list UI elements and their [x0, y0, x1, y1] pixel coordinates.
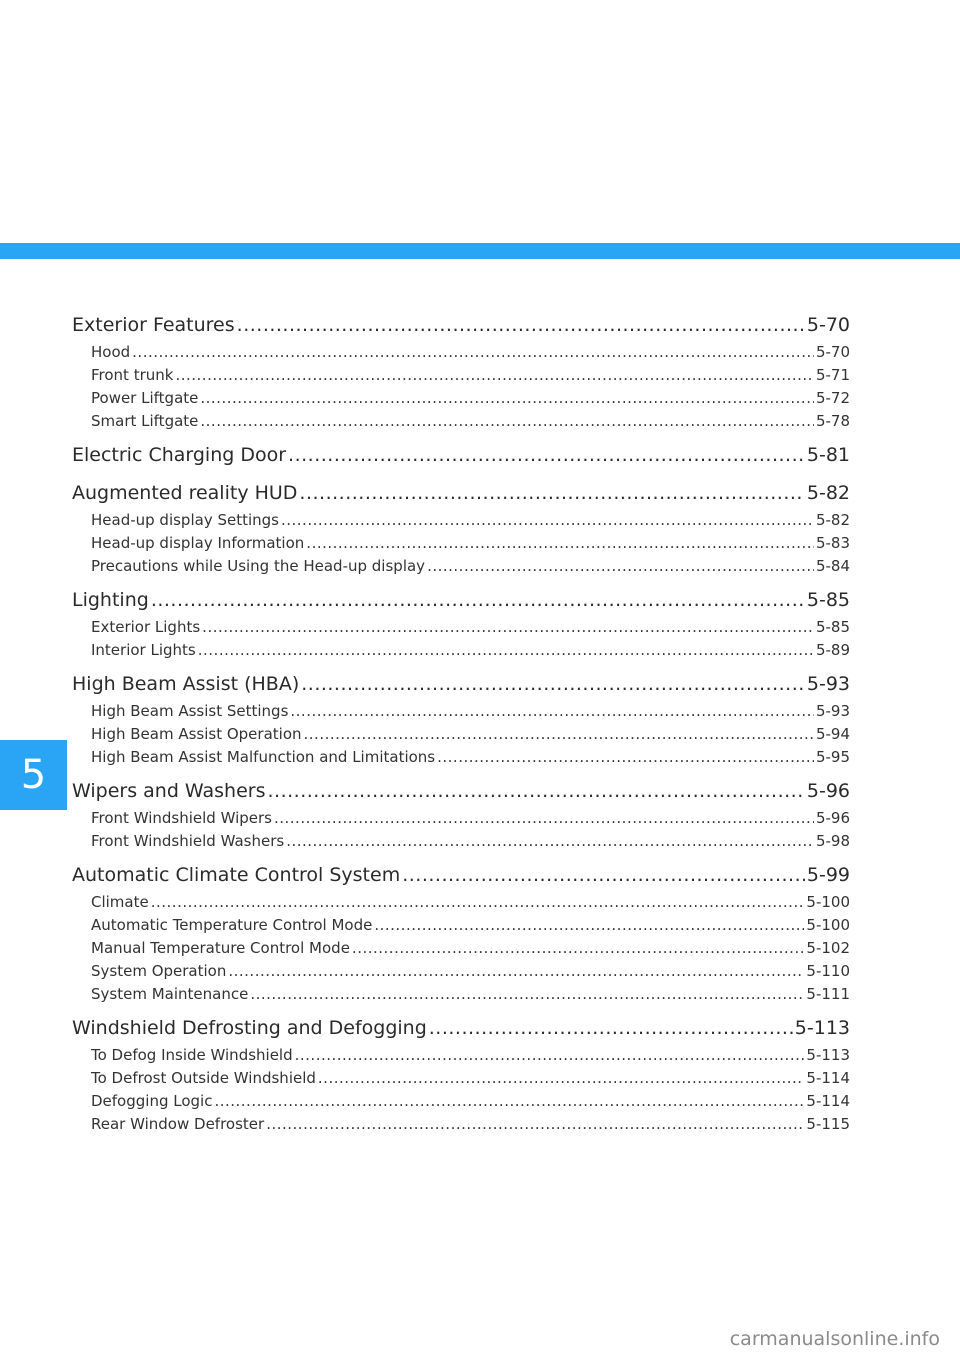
toc-leader-dots [318, 1067, 805, 1090]
toc-subentry[interactable] [72, 723, 850, 746]
toc-subentry[interactable] [72, 532, 850, 555]
toc-subentry-title: Power Liftgate [91, 389, 199, 407]
toc-subentry-page: 5-95 [815, 748, 850, 766]
toc-subentry-page: 5-85 [815, 618, 850, 636]
toc-subentry-page: 5-114 [806, 1092, 850, 1110]
toc-subentry-title: Climate [91, 893, 149, 911]
toc-subentry-page: 5-89 [815, 641, 850, 659]
toc-leader-dots [429, 1012, 793, 1044]
toc-leader-dots [352, 937, 804, 960]
toc-subentry[interactable] [72, 639, 850, 662]
toc-subentry-title: High Beam Assist Operation [91, 725, 302, 743]
toc-subentry[interactable] [72, 341, 850, 364]
toc-subentry-page: 5-96 [815, 809, 850, 827]
toc-subentry-title: Front Windshield Wipers [91, 809, 272, 827]
toc-entry-page: 5-99 [806, 864, 850, 886]
toc-entry-title: Lighting [72, 589, 149, 611]
toc-section [72, 1012, 850, 1142]
toc-leader-dots [274, 807, 814, 830]
toc-entry[interactable] [72, 1012, 850, 1044]
toc-subentry-page: 5-83 [815, 534, 850, 552]
toc-subentry-page: 5-100 [806, 893, 850, 911]
toc-subentry-page: 5-111 [806, 985, 850, 1003]
header-accent-band [0, 243, 960, 259]
toc-section [72, 668, 850, 775]
toc-subentry-page: 5-93 [815, 702, 850, 720]
toc-leader-dots [175, 364, 813, 387]
toc-section [72, 859, 850, 1012]
toc-subentry-page: 5-114 [806, 1069, 850, 1087]
toc-subentry-page: 5-70 [815, 343, 850, 361]
toc-subentry[interactable] [72, 410, 850, 433]
toc-subentry[interactable] [72, 509, 850, 532]
toc-leader-dots [200, 410, 814, 433]
toc-subentry-title: Hood [91, 343, 131, 361]
toc-entry-title: Automatic Climate Control System [72, 864, 401, 886]
toc-leader-dots [427, 555, 814, 578]
toc-leader-dots [237, 309, 805, 341]
toc-entry[interactable] [72, 668, 850, 700]
toc-subentry-page: 5-72 [815, 389, 850, 407]
toc-leader-dots [250, 983, 804, 1006]
toc-subentry-page: 5-98 [815, 832, 850, 850]
toc-subentry-title: To Defog Inside Windshield [91, 1046, 293, 1064]
toc-subentry[interactable] [72, 807, 850, 830]
toc-entry-title: Exterior Features [72, 314, 235, 336]
toc-subentry-title: System Operation [91, 962, 227, 980]
toc-subentry-title: Manual Temperature Control Mode [91, 939, 350, 957]
toc-leader-dots [268, 775, 805, 807]
toc-leader-dots [198, 639, 814, 662]
toc-leader-dots [437, 746, 814, 769]
toc-entry-title: Windshield Defrosting and Defogging [72, 1017, 427, 1039]
toc-subentry[interactable] [72, 960, 850, 983]
toc-entry[interactable] [72, 439, 850, 471]
toc-leader-dots [288, 439, 805, 471]
toc-subentry[interactable] [72, 700, 850, 723]
toc-subentry-page: 5-115 [806, 1115, 850, 1133]
toc-subentry-title: Rear Window Defroster [91, 1115, 265, 1133]
toc-leader-dots [290, 700, 814, 723]
toc-subentry-title: High Beam Assist Malfunction and Limitations [91, 748, 436, 766]
toc-subentry-title: Defogging Logic [91, 1092, 213, 1110]
toc-subentry-title: Head-up display Settings [91, 511, 279, 529]
toc-subentry-title: Precautions while Using the Head-up display [91, 557, 426, 575]
toc-subentry-page: 5-84 [815, 557, 850, 575]
toc-section [72, 477, 850, 584]
toc-subentry-title: Automatic Temperature Control Mode [91, 916, 373, 934]
toc-subentry-title: Front Windshield Washers [91, 832, 285, 850]
toc-subentry[interactable] [72, 364, 850, 387]
toc-subentry-title: System Maintenance [91, 985, 249, 1003]
toc-entry[interactable] [72, 309, 850, 341]
chapter-tab [0, 740, 67, 810]
toc-entry-page: 5-93 [806, 673, 850, 695]
toc-subentry-title: Front trunk [91, 366, 174, 384]
section-spacer [72, 1136, 850, 1142]
toc-subentry-page: 5-94 [815, 725, 850, 743]
toc-leader-dots [306, 532, 814, 555]
toc-entry-page: 5-70 [806, 314, 850, 336]
toc-section [72, 775, 850, 859]
toc-leader-dots [301, 668, 805, 700]
toc-leader-dots [299, 477, 804, 509]
toc-leader-dots [214, 1090, 804, 1113]
toc-entry-page: 5-85 [806, 589, 850, 611]
toc-subentry-page: 5-100 [806, 916, 850, 934]
toc-entry[interactable] [72, 775, 850, 807]
chapter-number: 5 [20, 752, 47, 798]
toc-section [72, 439, 850, 477]
toc-entry-page: 5-81 [806, 444, 850, 466]
toc-subentry[interactable] [72, 983, 850, 1006]
toc-subentry-title: High Beam Assist Settings [91, 702, 289, 720]
toc-entry-page: 5-113 [794, 1017, 850, 1039]
toc-subentry[interactable] [72, 891, 850, 914]
toc-subentry[interactable] [72, 1113, 850, 1136]
toc-subentry[interactable] [72, 1044, 850, 1067]
toc-subentry-page: 5-71 [815, 366, 850, 384]
toc-subentry-title: Smart Liftgate [91, 412, 199, 430]
toc-entry-title: Augmented reality HUD [72, 482, 298, 504]
toc-leader-dots [132, 341, 814, 364]
toc-leader-dots [151, 891, 805, 914]
toc-entry[interactable] [72, 859, 850, 891]
toc-leader-dots [295, 1044, 805, 1067]
toc-subentry-page: 5-78 [815, 412, 850, 430]
toc-subentry[interactable] [72, 746, 850, 769]
toc-leader-dots [286, 830, 814, 853]
toc-subentry-page: 5-82 [815, 511, 850, 529]
toc-subentry-title: Head-up display Information [91, 534, 305, 552]
toc-subentry[interactable] [72, 914, 850, 937]
toc-leader-dots [228, 960, 804, 983]
table-of-contents [72, 309, 850, 1142]
toc-leader-dots [304, 723, 814, 746]
toc-entry-title: Wipers and Washers [72, 780, 266, 802]
toc-entry-page: 5-96 [806, 780, 850, 802]
toc-leader-dots [374, 914, 804, 937]
toc-subentry-page: 5-102 [806, 939, 850, 957]
toc-subentry[interactable] [72, 555, 850, 578]
toc-section [72, 584, 850, 668]
toc-entry[interactable] [72, 584, 850, 616]
toc-leader-dots [266, 1113, 804, 1136]
toc-subentry[interactable] [72, 937, 850, 960]
toc-subentry[interactable] [72, 1067, 850, 1090]
toc-leader-dots [281, 509, 814, 532]
toc-subentry-title: Interior Lights [91, 641, 196, 659]
toc-section [72, 309, 850, 439]
watermark: carmanualsonline.info [729, 1328, 940, 1350]
toc-entry[interactable] [72, 477, 850, 509]
toc-leader-dots [202, 616, 814, 639]
toc-leader-dots [402, 859, 805, 891]
toc-subentry-title: Exterior Lights [91, 618, 201, 636]
toc-subentry-page: 5-113 [806, 1046, 850, 1064]
toc-leader-dots [151, 584, 805, 616]
toc-subentry-title: To Defrost Outside Windshield [91, 1069, 316, 1087]
toc-entry-title: High Beam Assist (HBA) [72, 673, 300, 695]
toc-subentry[interactable] [72, 616, 850, 639]
toc-entry-page: 5-82 [806, 482, 850, 504]
toc-subentry[interactable] [72, 1090, 850, 1113]
toc-entry-title: Electric Charging Door [72, 444, 287, 466]
toc-subentry-page: 5-110 [806, 962, 850, 980]
toc-leader-dots [200, 387, 814, 410]
toc-subentry[interactable] [72, 387, 850, 410]
toc-subentry[interactable] [72, 830, 850, 853]
